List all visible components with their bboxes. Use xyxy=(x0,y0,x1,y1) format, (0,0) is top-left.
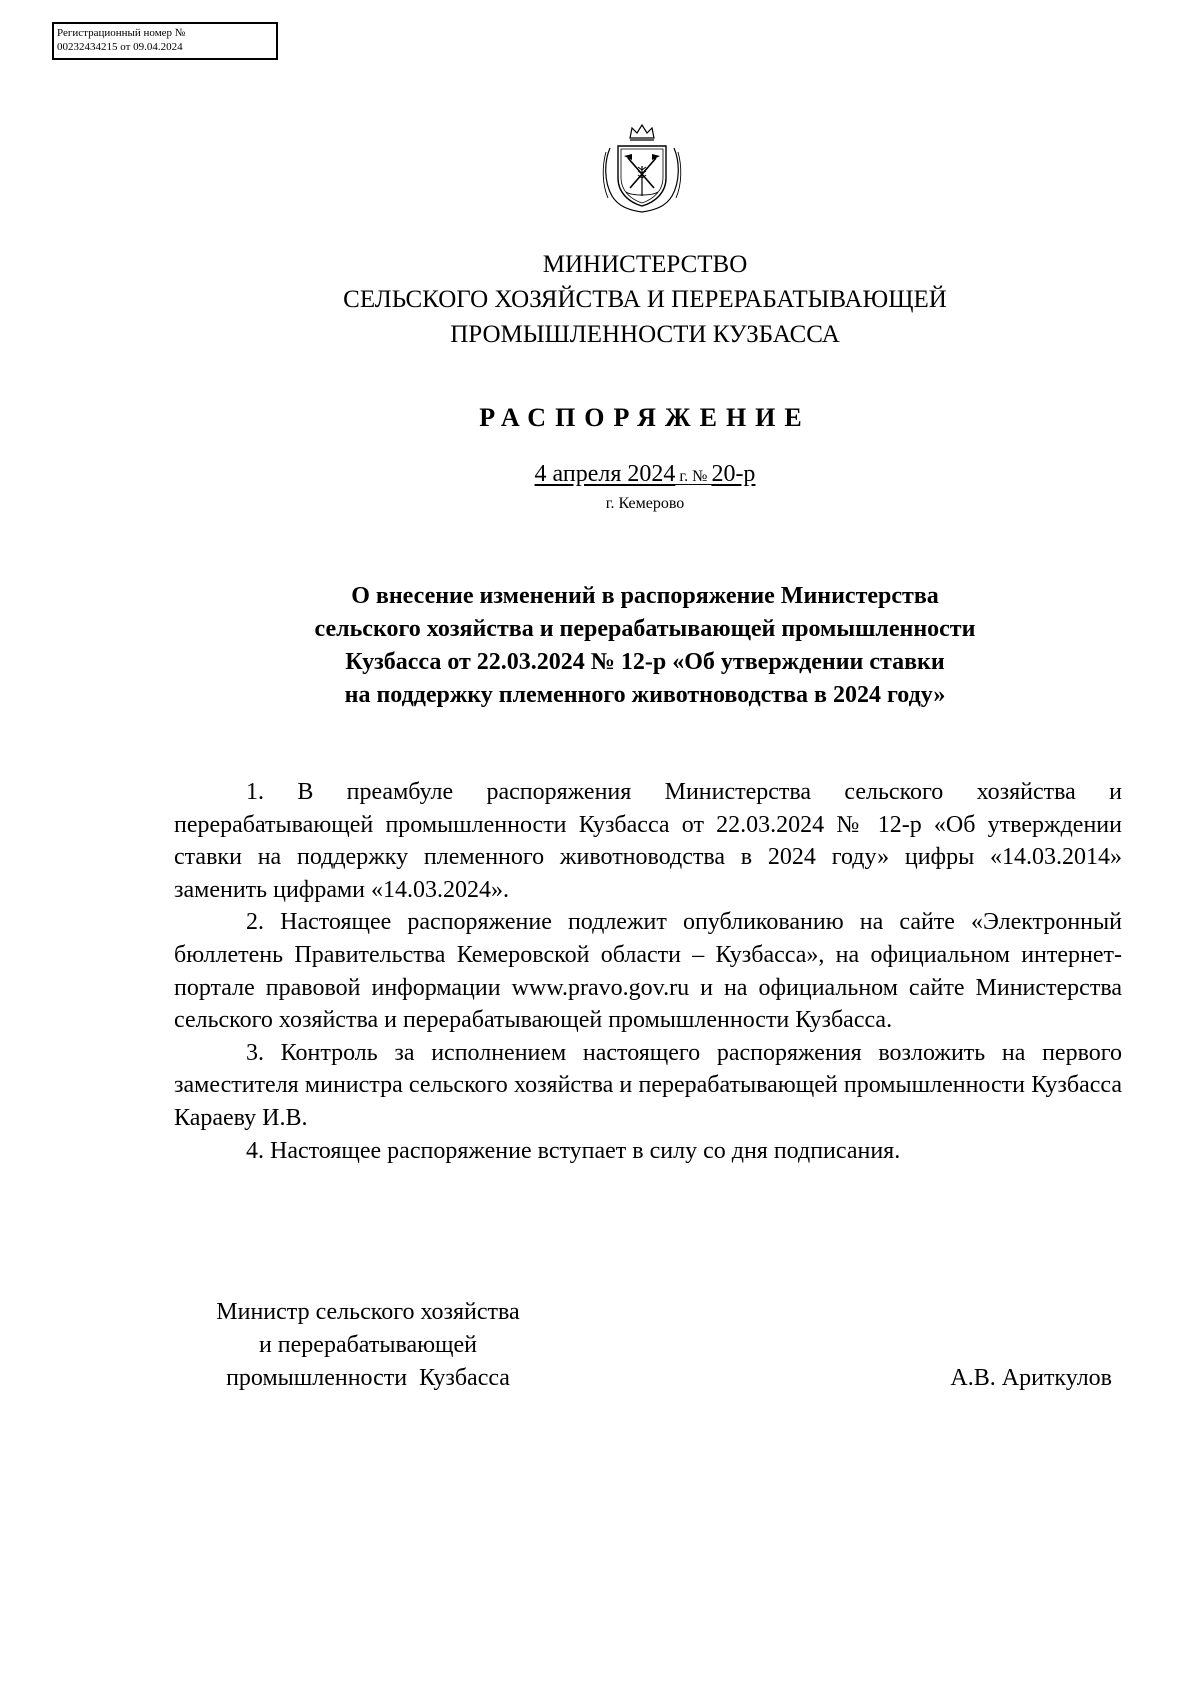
document-date: 4 апреля 2024 xyxy=(534,461,676,487)
ministry-header xyxy=(0,247,1200,352)
registration-stamp xyxy=(52,22,278,60)
ministry-line1: МИНИСТЕРСТВО xyxy=(542,251,748,278)
number-sign: № xyxy=(692,468,708,485)
document-type-title: РАСПОРЯЖЕНИЕ xyxy=(479,403,811,432)
paragraph-3: 3. Контроль за исполнением настоящего распоряжения возложить на первого заместителя министра сельского хозяйства и перерабатывающей промышленности Кузбасса Караеву И.В. xyxy=(174,1039,1122,1131)
ministry-line2: СЕЛЬСКОГО ХОЗЯЙСТВА И ПЕРЕРАБАТЫВАЮЩЕЙ xyxy=(343,286,947,313)
signatory-title-line2: и перерабатывающей xyxy=(258,1332,478,1358)
document-subject xyxy=(0,580,1200,712)
registration-stamp-line1: Регистрационный номер № xyxy=(57,27,186,39)
year-suffix: г. xyxy=(679,468,689,485)
signatory-title-line1: Министр сельского хозяйства xyxy=(216,1299,520,1325)
document-body xyxy=(174,776,1122,1167)
paragraph-4: 4. Настоящее распоряжение вступает в силу со дня подписания. xyxy=(246,1137,901,1164)
paragraph-2: 2. Настоящее распоряжение подлежит опубликованию на сайте «Электронный бюллетень Правительства Кемеровской области – Кузбасса», на официальном интернет-портале правовой информации www.pravo.gov.ru и на официальном сайте Министерства сельского хозяйства и перерабатывающей промышленности Кузбасса. xyxy=(174,909,1122,1034)
subject-line4: на поддержку племенного животноводства в 2024 году» xyxy=(344,682,946,708)
document-date-number xyxy=(0,461,1200,488)
signatory-title-line3: промышленности Кузбасса xyxy=(226,1365,510,1391)
paragraph-1: 1. В преамбуле распоряжения Министерства сельского хозяйства и перерабатывающей промышленности Кузбасса от 22.03.2024 № 12-р «Об утверждении ставки на поддержку племенного животноводства в 2024 году» цифры «14.03.2014» заменить цифрами «14.03.2024». xyxy=(174,779,1122,903)
registration-stamp-line2: 00232434215 от 09.04.2024 xyxy=(57,41,183,53)
ministry-line3: ПРОМЫШЛЕННОСТИ КУЗБАССА xyxy=(450,321,840,348)
document-number: 20-р xyxy=(711,461,756,487)
subject-line2: сельского хозяйства и перерабатывающей промышленности xyxy=(314,616,976,642)
city: г. Кемерово xyxy=(605,495,685,512)
subject-line1: О внесение изменений в распоряжение Министерства xyxy=(351,583,939,609)
subject-line3: Кузбасса от 22.03.2024 № 12-р «Об утверждении ставки xyxy=(345,649,945,675)
signatory-title xyxy=(178,1296,558,1395)
kuzbass-coat-of-arms-icon xyxy=(602,122,682,214)
signatory-name: А.В. Ариткулов xyxy=(950,1365,1112,1391)
